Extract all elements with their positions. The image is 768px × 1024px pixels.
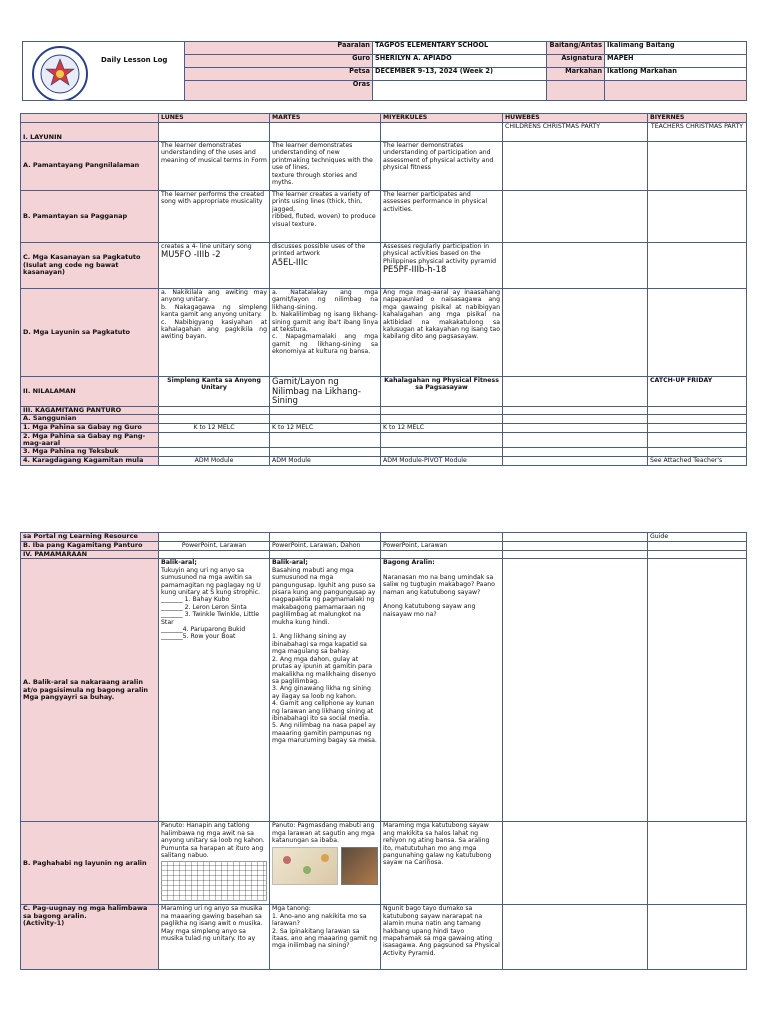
bagong-aralin-wed-cell bbox=[381, 559, 503, 822]
day-header-wed: MIYERKULES bbox=[381, 114, 503, 123]
d-mon: a. Nakikilala ang awiting may anyong unitary. b. Nakagagawa ng simpleng kanta gamit ang anyong unitary. c. Nabibigyang kasiyahan at kahalagahan ang pagkikila ng awiting bayan. bbox=[159, 289, 270, 377]
value-petsa: DECEMBER 9-13, 2024 (Week 2) bbox=[373, 68, 547, 81]
cell bbox=[381, 533, 503, 542]
cell bbox=[381, 406, 503, 414]
nilalaman-tue: Gamit/Layon ng Nilimbag na Likhang-Sining bbox=[270, 377, 381, 407]
cell bbox=[270, 406, 381, 414]
cell bbox=[503, 542, 648, 551]
word-search-image bbox=[161, 861, 267, 901]
paghahabi-tue-cell bbox=[270, 822, 381, 905]
d-tue: a. Natatalakay ang mga gamit/layon ng nilimbag na likhang-sining. b. Nakalilimbag ng isang likhang-sining gamit ang iba't ibang linya at tekstura. c. Napagmamalaki ang mga gamit ng likhang-sining sa ekonomiya at kultura ng bansa. bbox=[270, 289, 381, 377]
label-guro: Guro bbox=[185, 55, 373, 68]
day-header-mon: LUNES bbox=[159, 114, 270, 123]
label-oras: Oras bbox=[185, 81, 373, 101]
cell bbox=[503, 142, 648, 191]
deped-seal-icon bbox=[31, 45, 89, 101]
cell bbox=[503, 289, 648, 377]
pag-uugnay-tue: Mga tanong: 1. Ano-ano ang nakikita mo sa larawan? 2. Sa ipinakitang larawan sa itaas, ano ang maaaring gamit ng mga inilimbag na sining? bbox=[270, 905, 381, 970]
cell bbox=[270, 551, 381, 559]
row-label-balik-aral: A. Balik-aral sa nakaraang aralin at/o pagsisimula ng bagong aralin Mga pangyayri sa buhay. bbox=[21, 559, 159, 822]
cell bbox=[648, 559, 747, 822]
logo-cell bbox=[23, 42, 185, 101]
row-karagdagan: 4. Karagdagang Kagamitan mula bbox=[21, 456, 159, 465]
section-kagamitan: III. KAGAMITANG PANTURO bbox=[21, 406, 159, 414]
value-asignatura: MAPEH bbox=[605, 55, 747, 68]
c-tue-text: discusses possible uses of the printed artwork bbox=[272, 243, 366, 258]
cell bbox=[648, 289, 747, 377]
row-portal: sa Portal ng Learning Resource bbox=[21, 533, 159, 542]
row-label-d: D. Mga Layunin sa Pagkatuto bbox=[21, 289, 159, 377]
cell bbox=[648, 822, 747, 905]
header-table bbox=[22, 41, 747, 101]
label-baitang: Baitang/Antas bbox=[547, 42, 605, 55]
cell bbox=[503, 377, 648, 407]
balik-aral-mon-cell bbox=[159, 559, 270, 822]
paghahabi-mon: Panuto: Hanapin ang tatlong halimbawa ng mga awit na sa anyong unitary sa loob ng kahon. Pumunta sa harapan at ituro ang salitang nabuo. bbox=[161, 822, 265, 860]
section-layunin: I. LAYUNIN bbox=[21, 123, 159, 142]
row-sanggunian: A. Sanggunian bbox=[21, 415, 159, 423]
pag-uugnay-wed: Ngunit bago tayo dumako sa katutubong sayaw nararapat na alamin muna natin ang tamang hakbang upang hindi tayo mapahamak sa mga gawaing ating isasagawa. Ang pagsunod sa Physical Activity Pyramid. bbox=[381, 905, 503, 970]
cell bbox=[270, 415, 381, 423]
cell bbox=[503, 423, 648, 432]
cell bbox=[381, 123, 503, 142]
cell bbox=[159, 432, 270, 448]
cell bbox=[159, 415, 270, 423]
day-header-fri: BIYERNES bbox=[648, 114, 747, 123]
guro-tue: K to 12 MELC bbox=[270, 423, 381, 432]
paghahabi-mon-cell bbox=[159, 822, 270, 905]
a-tue: The learner demonstrates understanding of new printmaking techniques with the use of lines, texture through stories and myths. bbox=[270, 142, 381, 191]
day-header-tue: MARTES bbox=[270, 114, 381, 123]
cell bbox=[503, 432, 648, 448]
karagdagan-fri: See Attached Teacher's bbox=[648, 456, 747, 465]
cell bbox=[159, 551, 270, 559]
cell bbox=[503, 822, 648, 905]
value-markahan: Ikatlong Markahan bbox=[605, 68, 747, 81]
document-title: Daily Lesson Log bbox=[101, 56, 168, 64]
cell bbox=[648, 406, 747, 414]
iba-wed: PowerPoint, Larawan bbox=[381, 542, 503, 551]
cell bbox=[159, 448, 270, 456]
empty-cell bbox=[605, 81, 747, 101]
c-mon-code: MU5FO -IIIb -2 bbox=[161, 249, 221, 260]
cell bbox=[381, 551, 503, 559]
cell bbox=[503, 191, 648, 243]
balik-aral-tue: Basahing mabuti ang mga sumusunod na mga pangungusap. Iguhit ang puso sa pisara kung ang pangungusap ay nagpapakita ng pagmamalaki ng makabagong pamamaraan ng paglilimbag at malungkot na mukha kung hindi. 1. Ang likhang sining ay ibinabahagi sa mga kapatid sa mga magulang sa bahay. 2. Ang mga dahon, gulay at prutas ay ipunin at gamitin para makalikha ng malikhaing disenyo sa paglilimbag. 3. Ang ginawang likha ng sining ay ilagay sa loob ng kahon. 4. Gamit ang cellphone ay kunan ng larawan ang likhang sining at ibinabahagi ito sa social media. 5. Ang nilimbag na nasa papel ay maaaring gamitin pampunas ng mga maruruming bagay sa mesa. bbox=[272, 566, 377, 745]
cell bbox=[648, 905, 747, 970]
cell bbox=[503, 448, 648, 456]
day-header-thu: HUWEBES bbox=[503, 114, 648, 123]
c-wed-text: Assesses regularly participation in physical activities based on the Philippines physical activity pyramid bbox=[383, 243, 497, 265]
value-oras bbox=[373, 81, 547, 101]
row-label-pag-uugnay: C. Pag-uugnay ng mga halimbawa sa bagong aralin. (Activity-1) bbox=[21, 905, 159, 970]
cell bbox=[270, 448, 381, 456]
cell bbox=[648, 142, 747, 191]
d-wed: Ang mga mag-aaral ay inaasahang napapaunlad o naisasagawa ang mga gawaing pisikal at nabibigyan kahalagahan ang mga pisikal na aktibidad na makakatulong sa kalusugan at kakayahan ng isang tao kabilang dito ang pagsasayaw. bbox=[381, 289, 503, 377]
row-label-paghahabi: B. Paghahabi ng layunin ng aralin bbox=[21, 822, 159, 905]
value-guro: SHERILYN A. APIADO bbox=[373, 55, 547, 68]
label-markahan: Markahan bbox=[547, 68, 605, 81]
row-gabay-mag-aaral: 2. Mga Pahina sa Gabay ng Pang-mag-aaral bbox=[21, 432, 159, 448]
bagong-aralin-wed: Naranasan mo na bang umindak sa saliw ng tugtugin makabago? Paano naman ang katutubong sayaw? Anong katutubong sayaw ang naisayaw mo na? bbox=[383, 573, 495, 618]
c-tue-cell bbox=[270, 243, 381, 289]
b-tue: The learner creates a variety of prints using lines (thick, thin, jagged, ribbed, fluted, woven) to produce visual texture. bbox=[270, 191, 381, 243]
cell bbox=[503, 551, 648, 559]
a-mon: The learner demonstrates understanding of the uses and meaning of musical terms in Form bbox=[159, 142, 270, 191]
cell bbox=[503, 905, 648, 970]
cell bbox=[159, 123, 270, 142]
cell bbox=[270, 123, 381, 142]
cell bbox=[381, 448, 503, 456]
printing-hands-image bbox=[341, 847, 378, 885]
iba-tue: PowerPoint, Larawan, Dahon bbox=[270, 542, 381, 551]
balik-aral-tue-head: Balik-aral; bbox=[272, 559, 308, 567]
cell bbox=[503, 406, 648, 414]
cell bbox=[381, 432, 503, 448]
c-tue-code: A5EL-IIIc bbox=[272, 256, 308, 267]
karagdagan-mon: ADM Module bbox=[159, 456, 270, 465]
c-wed-cell bbox=[381, 243, 503, 289]
cell bbox=[270, 533, 381, 542]
cell bbox=[503, 559, 648, 822]
c-mon-text: creates a 4- line unitary song bbox=[161, 243, 252, 250]
c-mon-cell bbox=[159, 243, 270, 289]
paghahabi-tue: Panuto: Pagmasdang mabuti ang mga larawan at sagutin ang mga katanungan sa ibaba. bbox=[272, 822, 375, 845]
iba-mon: PowerPoint, Larawan bbox=[159, 542, 270, 551]
lesson-table-page-2 bbox=[20, 532, 747, 970]
cell bbox=[648, 415, 747, 423]
pag-uugnay-mon: Maraming uri ng anyo sa musika na maaaring gawing basehan sa paglikha ng isang awit o musika. May mga simpleng anyo sa musika tulad ng unitary. Ito ay bbox=[159, 905, 270, 970]
cell bbox=[648, 423, 747, 432]
a-wed: The learner demonstrates understanding of participation and assessment of physical activity and physical fitness bbox=[381, 142, 503, 191]
b-wed: The learner participates and assesses performance in physical activities. bbox=[381, 191, 503, 243]
cell bbox=[381, 415, 503, 423]
row-gabay-guro: 1. Mga Pahina sa Gabay ng Guro bbox=[21, 423, 159, 432]
thu-party: CHILDRENS CHRISTMAS PARTY bbox=[503, 123, 648, 142]
cell bbox=[503, 243, 648, 289]
value-baitang: Ikalimang Baitang bbox=[605, 42, 747, 55]
section-pamamaraan: IV. PAMAMARAAN bbox=[21, 551, 159, 559]
cell bbox=[648, 243, 747, 289]
cell bbox=[648, 542, 747, 551]
cell bbox=[648, 191, 747, 243]
guro-mon: K to 12 MELC bbox=[159, 423, 270, 432]
row-label-b: B. Pamantayan sa Pagganap bbox=[21, 191, 159, 243]
empty-cell bbox=[547, 81, 605, 101]
cell bbox=[159, 533, 270, 542]
row-iba-kagamitan: B. Iba pang Kagamitang Panturo bbox=[21, 542, 159, 551]
guro-wed: K to 12 MELC bbox=[381, 423, 503, 432]
cell bbox=[503, 456, 648, 465]
cell bbox=[648, 551, 747, 559]
cell bbox=[159, 406, 270, 414]
balik-aral-mon: Tukuyin ang uri ng anyo sa sumusunod na mga awitin sa pamamagitan ng paglagay ng U kung unitary at S kung strophic. _______ 1. Bahay Kubo _______ 2. Leron Leron Sinta _______ 3. Twinkle Twinkle, Little Star _______4. Paruparong Bukid _______5. Row your Boat bbox=[161, 566, 261, 641]
corner-cell bbox=[21, 114, 159, 123]
paghahabi-wed: Maraming mga katutubong sayaw ang makikita sa halos lahat ng rehiyon ng ating bansa. Sa araling ito, matututuhan mo ang mga pangunahing galaw ng katutubong sayaw na Cariñosa. bbox=[381, 822, 503, 905]
bagong-aralin-wed-head: Bagong Aralin: bbox=[383, 559, 435, 567]
nilalaman-mon: Simpleng Kanta sa Anyong Unitary bbox=[159, 377, 270, 407]
c-wed-code: PE5PF-IIIb-h-18 bbox=[383, 264, 447, 275]
cell bbox=[648, 432, 747, 448]
label-paaralan: Paaralan bbox=[185, 42, 373, 55]
cell bbox=[503, 533, 648, 542]
lesson-table-page-1 bbox=[20, 113, 747, 466]
value-paaralan: TAGPOS ELEMENTARY SCHOOL bbox=[373, 42, 547, 55]
cell bbox=[270, 432, 381, 448]
row-teksbuk: 3. Mga Pahina ng Teksbuk bbox=[21, 448, 159, 456]
cell bbox=[648, 448, 747, 456]
karagdagan-tue: ADM Module bbox=[270, 456, 381, 465]
label-asignatura: Asignatura bbox=[547, 55, 605, 68]
b-mon: The learner performs the created song with appropriate musicality bbox=[159, 191, 270, 243]
portal-fri: Guide bbox=[648, 533, 747, 542]
row-label-a: A. Pamantayang Pangnilalaman bbox=[21, 142, 159, 191]
fri-party: TEACHERS CHRISTMAS PARTY bbox=[648, 123, 747, 142]
nilalaman-wed: Kahalagahan ng Physical Fitness sa Pagsasayaw bbox=[381, 377, 503, 407]
balik-aral-tue-cell bbox=[270, 559, 381, 822]
row-label-c: C. Mga Kasanayan sa Pagkatuto (Isulat ang code ng bawat kasanayan) bbox=[21, 243, 159, 289]
cell bbox=[503, 415, 648, 423]
karagdagan-wed: ADM Module-PIVOT Module bbox=[381, 456, 503, 465]
nilalaman-fri: CATCH-UP FRIDAY bbox=[648, 377, 747, 407]
section-nilalaman: II. NILALAMAN bbox=[21, 377, 159, 407]
label-petsa: Petsa bbox=[185, 68, 373, 81]
balik-aral-mon-head: Balik-aral; bbox=[161, 559, 197, 567]
printmaking-photos bbox=[272, 847, 378, 885]
leaf-print-image bbox=[272, 847, 338, 885]
